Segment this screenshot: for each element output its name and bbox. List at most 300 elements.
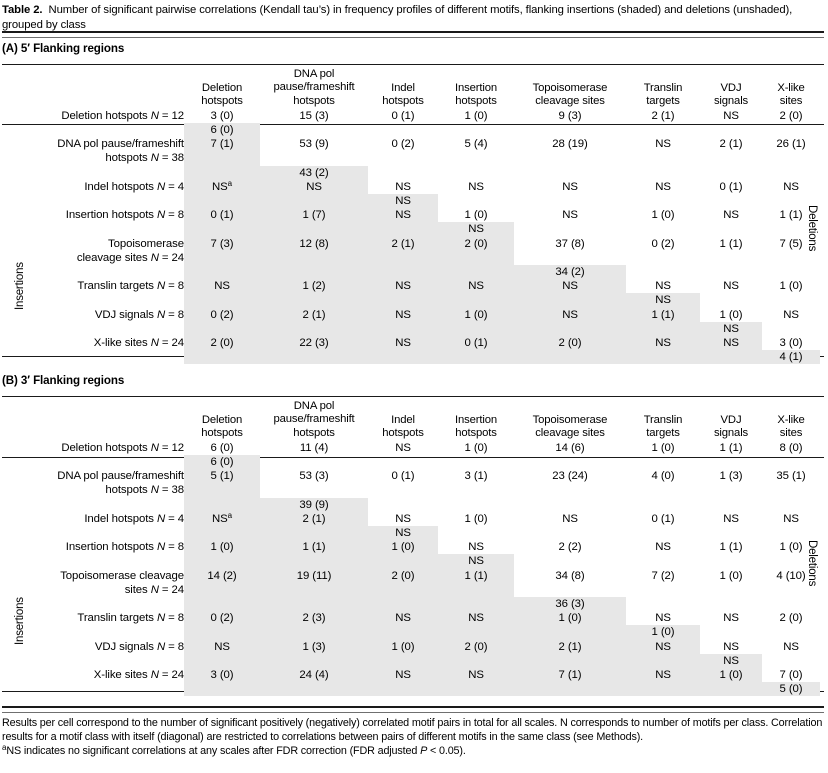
column-header-row [8,400,820,441]
diagonal-filler-cell [184,498,260,512]
matrix-cell: 1 (2) [260,279,368,293]
matrix-cell: 1 (1) [438,569,514,597]
diagonal-filler-cell [184,625,260,639]
diagonal-filler-cell [438,293,514,307]
matrix-cell: NS [626,336,700,350]
side-label-deletions-a: Deletions [806,205,818,252]
matrix-cell: NS [655,138,671,151]
matrix-cell: 15 (3) [299,109,329,122]
diagonal-filler-cell [626,123,700,137]
matrix-cell: NS [260,180,368,194]
matrix-cell: 28 (19) [552,138,588,151]
matrix-cell: 1 (1) [626,308,700,322]
diagonal-cell: NS [626,293,700,307]
diagonal-row [8,194,820,208]
matrix-cell: NS [562,209,578,222]
matrix-cell: 2 (0) [438,237,514,265]
matrix-cell: NS [700,336,762,350]
diagonal-filler-cell [514,123,626,137]
table-row [8,611,820,625]
diagonal-filler-cell [184,265,260,279]
matrix-cell: 7 (2) [651,569,675,582]
matrix-cell: 1 (1) [719,541,743,554]
diagonal-row-spacer [8,554,184,568]
footnote-a-pre: NS indicates no significant correlations at any scales after FDR correction (FDR adjusted [6,745,421,758]
matrix-cell: 19 (11) [260,569,368,597]
diagonal-filler-cell [700,625,762,639]
diagonal-row [8,526,820,540]
footnote-a [2,744,826,758]
column-header-6: VDJ signals [713,414,749,440]
matrix-cell: 6 (0) [210,441,234,454]
matrix-cell: 2 (2) [558,541,582,554]
matrix-cell: 7 (1) [184,137,260,165]
diagonal-cell: 6 (0) [184,123,260,137]
diagonal-filler-cell [700,455,762,469]
diagonal-filler-cell [514,222,626,236]
column-header-5: Translin targets [643,414,683,440]
diagonal-filler-cell [368,625,438,639]
diagonal-filler-cell [762,455,820,469]
diagonal-row-spacer [8,597,184,611]
row-label: Topoisomerase cleavage sites N = 24 [60,569,184,596]
table-row [8,208,820,222]
row-label: Indel hotspots N = 4 [84,512,184,525]
row-label: VDJ signals N = 8 [94,640,184,653]
side-label-insertions-b: Insertions [14,597,26,645]
diagonal-row-spacer [8,123,184,137]
row-label: Indel hotspots N = 4 [84,180,184,193]
footnote-a-italic: P [420,745,428,758]
diagonal-row [8,682,820,696]
diagonal-filler-cell [184,654,260,668]
diagonal-cell: NS [368,526,438,540]
diagonal-cell: NS [700,654,762,668]
table-row [8,640,820,654]
diagonal-filler-cell [762,322,820,336]
footnotes [2,716,826,759]
diagonal-filler-cell [514,350,626,364]
matrix-cell: 5 (4) [464,138,488,151]
column-header-2: Indel hotspots [382,82,424,108]
section-b-title: (B) 3′ Flanking regions [2,374,125,387]
diagonal-filler-cell [368,597,438,611]
diagonal-filler-cell [260,654,368,668]
diagonal-filler-cell [514,682,626,696]
diagonal-filler-cell [514,166,626,180]
diagonal-filler-cell [626,322,700,336]
matrix-cell: 0 (1) [391,470,415,483]
matrix-cell: NS [368,279,438,293]
diagonal-filler-cell [626,194,700,208]
diagonal-cell: 36 (3) [514,597,626,611]
matrix-cell: 1 (3) [260,640,368,654]
diagonal-filler-cell [260,194,368,208]
diagonal-filler-cell [438,265,514,279]
diagonal-row [8,322,820,336]
diagonal-row [8,554,820,568]
diagonal-row [8,498,820,512]
matrix-cell: NS [723,612,739,625]
diagonal-filler-cell [368,222,438,236]
matrix-cell: 0 (1) [438,336,514,350]
row-label: Insertion hotspots N = 8 [65,541,184,554]
matrix-cell: NS [438,668,514,682]
diagonal-filler-cell [700,350,762,364]
diagonal-filler-cell [700,498,762,512]
matrix-cell: 1 (0) [438,308,514,322]
diagonal-filler-cell [762,625,820,639]
diagonal-filler-cell [438,166,514,180]
matrix-cell: 14 (6) [555,441,585,454]
matrix-cell: 0 (2) [651,237,675,250]
matrix-cell: NS [723,512,739,525]
matrix-cell: 0 (1) [719,180,743,193]
matrix-cell: 34 (8) [555,569,585,582]
column-header-2: Indel hotspots [382,414,424,440]
diagonal-row-spacer [8,682,184,696]
matrix-cell: 1 (0) [368,640,438,654]
matrix-cell: 1 (0) [368,540,438,554]
matrix-cell: 1 (0) [464,109,488,122]
column-header-4: Topoisomerase cleavage sites [532,82,608,108]
matrix-cell: 2 (0) [514,336,626,350]
matrix-cell: 7 (5) [779,237,803,250]
row-label: Insertion hotspots N = 8 [65,209,184,222]
matrix-cell: 0 (2) [391,138,415,151]
diagonal-row [8,222,820,236]
matrix-cell: 2 (1) [260,308,368,322]
matrix-cell: NS [723,280,739,293]
matrix-cell: NS [468,541,484,554]
table-row [8,180,820,194]
matrix-cell: NS [723,109,739,122]
diagonal-row [8,350,820,364]
matrix-cell: 2 (0) [779,109,803,122]
table-row [8,469,820,497]
footnote-a-post: < 0.05). [427,745,466,758]
column-header-3: Insertion hotspots [455,414,497,440]
matrix-cell: $NS^a$ [184,512,260,526]
column-header-0: Deletion hotspots [201,414,243,440]
diagonal-filler-cell [184,597,260,611]
matrix-cell: 2 (0) [438,640,514,654]
diagonal-filler-cell [368,455,438,469]
diagonal-row [8,654,820,668]
diagonal-filler-cell [700,554,762,568]
diagonal-filler-cell [700,597,762,611]
diagonal-filler-cell [700,123,762,137]
matrix-cell: 1 (1) [260,540,368,554]
diagonal-filler-cell [438,682,514,696]
matrix-cell: 4 (10) [776,569,806,582]
diagonal-filler-cell [762,265,820,279]
diagonal-filler-cell [184,350,260,364]
table-row [8,540,820,554]
matrix-cell: 0 (1) [651,512,675,525]
table-row [8,308,820,322]
diagonal-filler-cell [260,265,368,279]
diagonal-filler-cell [438,654,514,668]
caption-rule [2,31,824,38]
matrix-cell: 12 (8) [260,237,368,265]
diagonal-filler-cell [184,293,260,307]
matrix-cell: 1 (0) [700,668,762,682]
diagonal-filler-cell [184,194,260,208]
matrix-cell: 2 (1) [719,138,743,151]
diagonal-filler-cell [514,194,626,208]
matrix-cell: NS [368,668,438,682]
diagonal-filler-cell [514,554,626,568]
diagonal-row-spacer [8,166,184,180]
diagonal-filler-cell [260,526,368,540]
matrix-cell: NS [723,209,739,222]
correlation-matrix-b [8,400,820,696]
matrix-cell: 0 (1) [391,109,415,122]
diagonal-filler-cell [514,498,626,512]
table-row [8,279,820,293]
diagonal-filler-cell [260,625,368,639]
diagonal-row-spacer [8,222,184,236]
side-label-deletions-b: Deletions [806,540,818,587]
table-row [8,336,820,350]
diagonal-filler-cell [260,293,368,307]
diagonal-filler-cell [438,526,514,540]
matrix-cell: 53 (9) [299,138,329,151]
diagonal-row-spacer [8,265,184,279]
diagonal-row [8,265,820,279]
matrix-cell: 2 (0) [779,612,803,625]
matrix-cell: NS [723,640,739,653]
matrix-cell: 1 (1) [779,209,803,222]
matrix-cell: 8 (0) [779,441,803,454]
row-label: DNA pol pause/frameshift hotspots N = 38 [57,470,184,497]
diagonal-filler-cell [368,265,438,279]
diagonal-row-spacer [8,350,184,364]
column-header-1: DNA pol pause/frameshift hotspots [273,68,355,107]
diagonal-row [8,123,820,137]
matrix-cell: NS [562,180,578,193]
matrix-cell: 1 (0) [719,308,743,321]
matrix-cell: NS [783,512,799,525]
diagonal-filler-cell [626,654,700,668]
matrix-cell: NS [783,308,799,321]
diagonal-filler-cell [184,526,260,540]
matrix-cell: 2 (1) [260,512,368,526]
matrix-cell: 2 (0) [368,569,438,597]
diagonal-row [8,625,820,639]
matrix-cell: NS [368,336,438,350]
matrix-cell: 0 (2) [184,611,260,625]
diagonal-cell: 4 (1) [762,350,820,364]
diagonal-row [8,293,820,307]
matrix-cell: 0 (2) [184,308,260,322]
section-a-table [0,68,828,364]
matrix-cell: 24 (4) [260,668,368,682]
diagonal-filler-cell [438,322,514,336]
footnote-a-marker: a [2,743,7,753]
diagonal-filler-cell [762,166,820,180]
diagonal-filler-cell [438,123,514,137]
diagonal-filler-cell [368,498,438,512]
diagonal-filler-cell [368,350,438,364]
diagonal-filler-cell [260,222,368,236]
row-label: Translin targets N = 8 [77,612,184,625]
section-a-top-rule [2,64,824,65]
matrix-cell: NS [395,512,411,525]
diagonal-row-spacer [8,194,184,208]
table-caption [2,3,824,32]
diagonal-filler-cell [438,194,514,208]
matrix-cell: NS [368,611,438,625]
diagonal-filler-cell [762,597,820,611]
table-row [8,237,820,265]
matrix-cell: NS [395,441,411,454]
diagonal-filler-cell [514,625,626,639]
matrix-cell: 53 (3) [299,470,329,483]
row-label: Deletion hotspots N = 12 [61,441,184,454]
diagonal-filler-cell [514,455,626,469]
matrix-cell: 1 (0) [651,209,675,222]
matrix-cell: 1 (0) [464,441,488,454]
diagonal-filler-cell [368,123,438,137]
matrix-cell: 3 (0) [779,337,803,350]
column-header-6: VDJ signals [713,82,749,108]
diagonal-filler-cell [260,123,368,137]
diagonal-filler-cell [260,597,368,611]
matrix-cell: NS [514,308,626,322]
diagonal-row-spacer [8,293,184,307]
side-label-insertions-a: Insertions [14,262,26,310]
section-b-table [0,400,828,696]
diagonal-filler-cell [260,682,368,696]
row-label: Translin targets N = 8 [77,280,184,293]
diagonal-filler-cell [514,526,626,540]
matrix-cell: 2 (1) [514,640,626,654]
matrix-cell: 3 (0) [210,109,234,122]
diagonal-filler-cell [700,293,762,307]
diagonal-filler-cell [368,293,438,307]
column-header-7: X-like sites [777,82,805,108]
diagonal-filler-cell [762,526,820,540]
table-row [8,668,820,682]
matrix-cell: 1 (0) [514,611,626,625]
diagonal-cell: 5 (0) [762,682,820,696]
matrix-cell: 37 (8) [555,237,585,250]
diagonal-filler-cell [762,654,820,668]
diagonal-filler-cell [700,682,762,696]
matrix-cell: NS [438,611,514,625]
matrix-cell: 3 (1) [464,470,488,483]
matrix-cell: 1 (1) [719,441,743,454]
table-row [8,441,820,455]
diagonal-filler-cell [368,654,438,668]
header-corner-cell [8,68,184,109]
diagonal-filler-cell [626,166,700,180]
diagonal-filler-cell [700,222,762,236]
diagonal-filler-cell [260,455,368,469]
diagonal-row [8,597,820,611]
matrix-cell: 22 (3) [260,336,368,350]
column-header-5: Translin targets [643,82,683,108]
diagonal-filler-cell [368,682,438,696]
diagonal-filler-cell [626,526,700,540]
matrix-cell: NS [626,640,700,654]
diagonal-cell: NS [438,222,514,236]
column-header-4: Topoisomerase cleavage sites [532,414,608,440]
diagonal-filler-cell [184,166,260,180]
diagonal-filler-cell [700,194,762,208]
matrix-cell: 14 (2) [184,569,260,597]
matrix-cell: 2 (1) [368,237,438,265]
matrix-cell: NS [395,180,411,193]
matrix-cell: 1 (1) [719,237,743,250]
row-label: DNA pol pause/frameshift hotspots N = 38 [57,138,184,165]
matrix-cell: 23 (24) [552,470,588,483]
diagonal-filler-cell [626,597,700,611]
diagonal-cell: NS [368,194,438,208]
matrix-cell: 1 (7) [260,208,368,222]
section-a-title: (A) 5′ Flanking regions [2,42,125,55]
column-header-3: Insertion hotspots [455,82,497,108]
matrix-cell: 2 (3) [260,611,368,625]
matrix-cell: 1 (0) [779,280,803,293]
matrix-cell: NS [626,668,700,682]
matrix-cell: 7 (3) [184,237,260,265]
matrix-cell: 7 (0) [779,669,803,682]
matrix-cell: 0 (1) [184,208,260,222]
diagonal-row-spacer [8,625,184,639]
matrix-cell: 9 (3) [558,109,582,122]
diagonal-filler-cell [762,123,820,137]
matrix-cell: NS [562,512,578,525]
section-b-top-rule [2,396,824,397]
row-label: VDJ signals N = 8 [94,308,184,321]
matrix-cell: NS [655,280,671,293]
table-caption-text: Number of significant pairwise correlations (Kendall tau’s) in frequency profiles of different motifs, flanking insertions (shaded) and deletions (unshaded), grouped by class [2,4,793,31]
matrix-cell: NS [468,180,484,193]
diagonal-filler-cell [626,554,700,568]
diagonal-filler-cell [626,498,700,512]
footnote-rule [2,706,824,713]
row-label: Deletion hotspots N = 12 [61,109,184,122]
diagonal-filler-cell [260,322,368,336]
diagonal-filler-cell [762,498,820,512]
diagonal-filler-cell [514,293,626,307]
header-corner-cell [8,400,184,441]
table-row [8,109,820,123]
column-header-7: X-like sites [777,414,805,440]
matrix-cell: 2 (0) [184,336,260,350]
diagonal-filler-cell [184,322,260,336]
matrix-cell: NS [184,279,260,293]
diagonal-row-spacer [8,498,184,512]
diagonal-filler-cell [438,350,514,364]
diagonal-row [8,166,820,180]
diagonal-filler-cell [368,166,438,180]
diagonal-cell: NS [438,554,514,568]
diagonal-cell: 1 (0) [626,625,700,639]
diagonal-row-spacer [8,526,184,540]
table-row [8,137,820,165]
matrix-cell: NS [783,640,799,653]
matrix-cell: NS [655,612,671,625]
matrix-cell: 1 (0) [651,441,675,454]
diagonal-filler-cell [626,265,700,279]
matrix-cell: NS [783,180,799,193]
diagonal-cell: 34 (2) [514,265,626,279]
diagonal-filler-cell [260,554,368,568]
